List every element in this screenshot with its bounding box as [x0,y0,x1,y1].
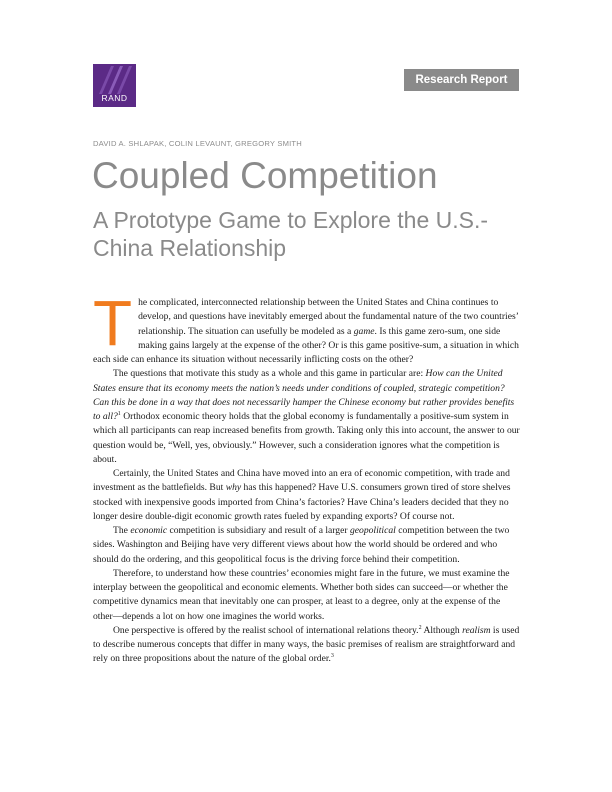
emphasis-text: realism [462,624,491,636]
emphasis-text: why [225,482,242,494]
emphasis-text: game [353,325,375,337]
paragraph-text: Therefore, to understand how these countries’ economies might fare in the future, we must examine the interplay between the geopolitical and economic elements. Whether both sides can succeed—or whether the competitive dynamics mean that inevitably one can prosper, at least to a degree, only at the expense of the other—depends a lot on how one imagines the world works. [93,567,510,622]
footnote-ref: 3 [330,653,334,660]
report-title: Coupled Competition [92,155,438,196]
paragraph-text: One perspective is offered by the realist school of international relations theory. [113,624,419,636]
paragraph-text: Although [421,624,463,636]
report-subtitle: A Prototype Game to Explore the U.S.-China Relationship [93,207,489,261]
paragraphs [93,287,520,667]
rand-logo-text: RAND [101,93,128,103]
research-report-badge: Research Report [404,69,519,91]
emphasis-text: geopolitical [349,525,396,536]
paragraph-text: he complicated, interconnected relationship between the United States and China continues to develop, and questions have inevitably emerged about the fundamental nature of the two countries’ relationship. The situation can usefully be modeled as a [138,297,519,337]
paragraph-text: The [113,525,131,536]
body-paragraph [93,367,520,467]
footnote-ref: 2 [418,624,422,631]
body-paragraph [93,624,520,667]
emphasis-text: economic [130,525,168,536]
body-paragraph [93,567,520,624]
rand-logo [93,64,136,107]
emphasis-text: How can the United States ensure that its economy meets the nation’s needs under conditions of coupled, strategic competition? Can this be done in a way that does not necessarily hamper the Chinese economy but rather provides benefits to all? [93,368,515,422]
paragraph-text: is used to describe numerous concepts that differ in many ways, the basic premises of realism are straightforward and rely on three propositions about the nature of the global order. [93,624,520,665]
body-paragraph [93,287,520,367]
authors: DAVID A. SHLAPAK, COLIN LEVAUNT, GREGORY SMITH [93,139,302,148]
paragraph-text: . Is this game zero-sum, one side making gains largely at the expense of the other? Or is this game positive-sum, a situation in which each side can enhance its situation without necessarily inflicting costs on the other? [93,325,519,365]
paragraph-text: Certainly, the United States and China have moved into an era of economic competition, with trade and investment as the battlefields. But [93,468,510,494]
report-body [93,287,520,667]
paragraph-text: The questions that motivate this study as a whole and this game in particular are: [113,368,426,380]
paragraph-text: has this happened? Have U.S. consumers grown tired of store shelves stocked with inexpensive goods imported from China’s factories? Have China’s leaders decided that they no longer desire double-digit economic growth rates fueled by expanding exports? Of course not. [93,482,511,522]
body-paragraph [93,524,520,567]
paragraph-text: Orthodox economic theory holds that the global economy is fundamentally a positive-sum system in which all participants can reap increased benefits from growth. Taking only this into account, the answer to our question would be, “Well, yes, obviously.” However, such a consideration ignores what the competition is about. [93,411,520,465]
body-paragraph [93,467,520,524]
footnote-ref: 1 [117,411,121,417]
paragraph-text: competition between the two sides. Washington and Beijing have very different views about how the world should be ordered and who should do the ordering, and this geopolitical focus is the driving force behind their competition. [93,525,510,565]
drop-cap: T [93,287,133,359]
paragraph-text: competition is subsidiary and result of a larger [167,525,350,536]
